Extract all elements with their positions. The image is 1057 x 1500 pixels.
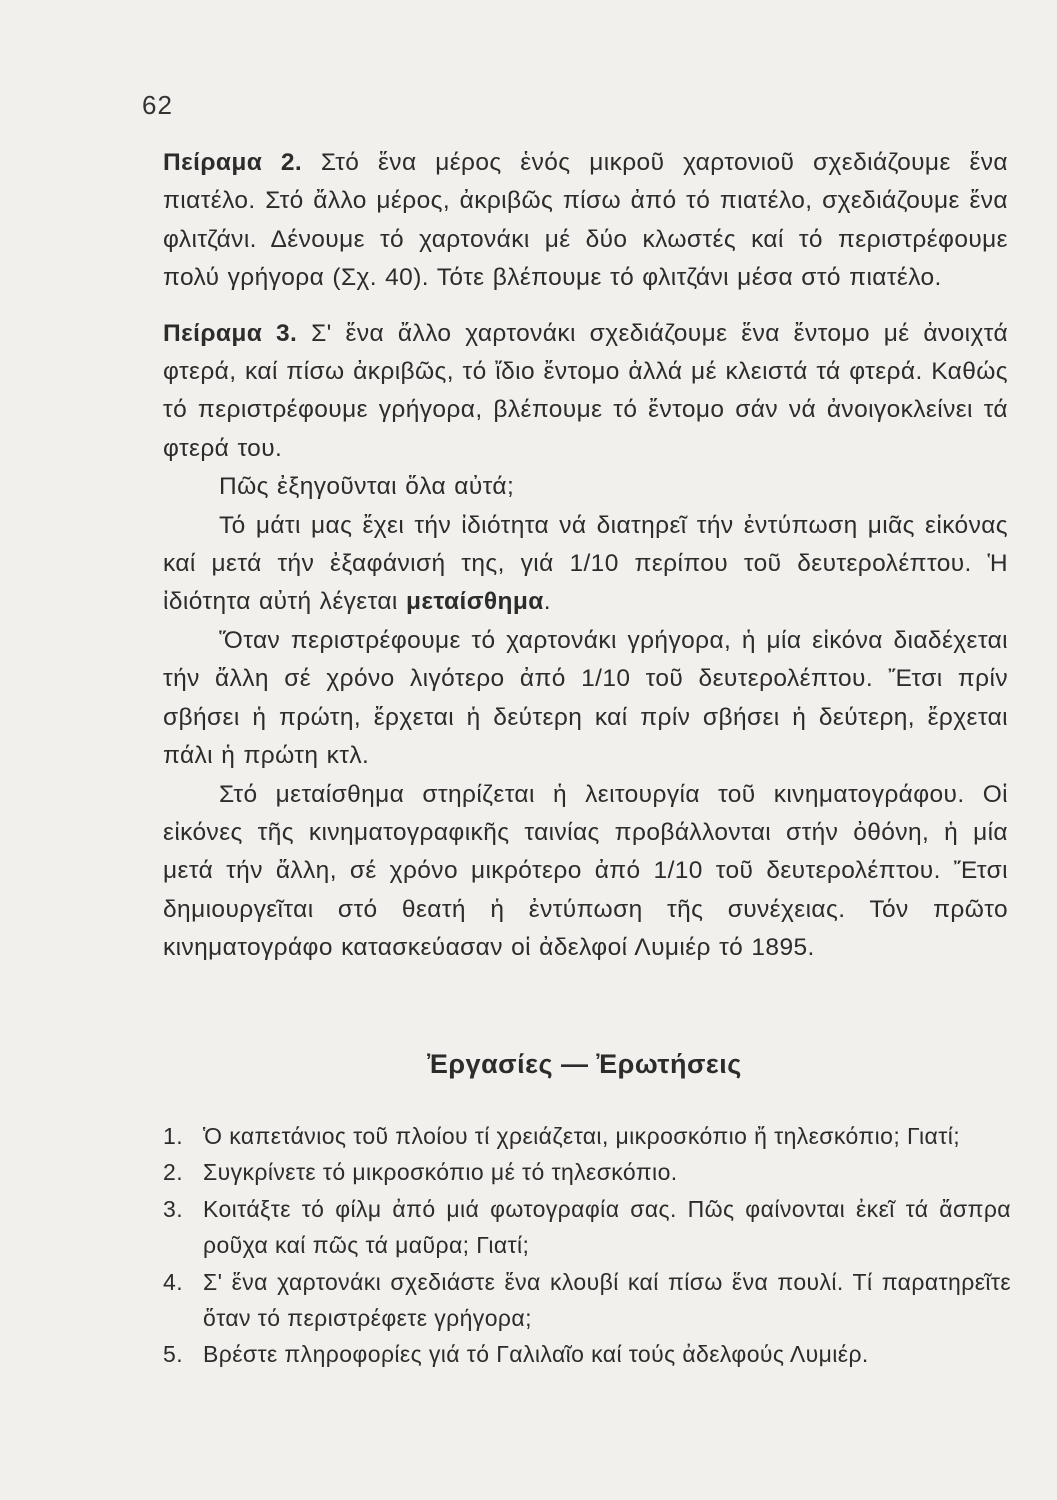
experiment-2-text: Στό ἕνα μέρος ἑνός μικροῦ χαρτονιοῦ σχεδιάζουμε ἕνα πιατέλο. Στό ἄλλο μέρος, ἀκριβῶς πίσω ἀπό τό πιατέλο, σχεδιάζουμε ἕνα φλιτζάνι. Δένουμε τό χαρτονάκι μέ δύο κλωστές καί τό περιστρέφουμε πολύ γρήγορα (Σχ. 40). Τότε βλέπουμε τό φλιτζάνι μέσα στό πιατέλο. [163, 149, 1008, 292]
persistence-paragraph [163, 507, 1008, 622]
persistence-term: μεταίσθημα [405, 588, 544, 616]
question-number: 1. [163, 1123, 183, 1149]
question-number: 5. [163, 1341, 183, 1368]
question-item [163, 1264, 1011, 1337]
question-item [163, 1336, 1011, 1372]
section-title: Ἐργασίες — Ἐρωτήσεις [427, 1049, 742, 1079]
experiment-2-paragraph [163, 144, 1008, 298]
question-text: Σ' ἕνα χαρτονάκι σχεδιάστε ἕνα κλουβί καί πίσω ἕνα πουλί. Τί παρατηρεῖτε ὅταν τό περιστρέφετε γρήγορα; [203, 1268, 1011, 1332]
questions-list [163, 1118, 1011, 1373]
question-item [163, 1191, 1011, 1264]
question-number: 4. [163, 1268, 183, 1295]
question-paragraph: Πῶς ἐξηγοῦνται ὅλα αὐτά; [219, 473, 515, 501]
experiment-3-paragraph [163, 315, 1008, 469]
persistence-text: Τό μάτι μας ἔχει τήν ἰδιότητα νά διατηρεῖ τήν ἐντύπωση μιᾶς εἰκόνας καί μετά τήν ἐξαφάνισή της, γιά 1/10 περίπου τοῦ δευτερολέπτου. Ἡ ἰδιότητα αὐτή λέγεται [163, 511, 1008, 616]
question-number: 3. [163, 1195, 183, 1222]
question-number: 2. [163, 1159, 183, 1186]
persistence-end: . [543, 588, 551, 616]
question-text: Βρέστε πληροφορίες γιά τό Γαλιλαῖο καί τούς ἀδελφούς Λυμιέρ. [203, 1341, 869, 1368]
rotation-paragraph: Ὅταν περιστρέφουμε τό χαρτονάκι γρήγορα, ἡ μία εἰκόνα διαδέχεται τήν ἄλλη σέ χρόνο λιγότερο ἀπό 1/10 τοῦ δευτερολέπτου. Ἔτσι πρίν σβήσει ἡ πρώτη, ἔρχεται ἡ δεύτερη καί πρίν σβήσει ἡ δεύτερη, ἔρχεται πάλι ἡ πρώτη κτλ. [163, 626, 1008, 770]
cinema-paragraph: Στό μεταίσθημα στηρίζεται ἡ λειτουργία τοῦ κινηματογράφου. Οἱ εἰκόνες τῆς κινηματογραφικῆς ταινίας προβάλλονται στήν ὀθόνη, ἡ μία μετά τήν ἄλλη, σέ χρόνο μικρότερο ἀπό 1/10 τοῦ δευτερολέπτου. Ἔτσι δημιουργεῖται στό θεατή ἡ ἐντύπωση τῆς συνέχειας. Τόν πρῶτο κινηματογράφο κατασκεύασαν οἱ ἀδελφοί Λυμιέρ τό 1895. [163, 780, 1008, 962]
page-number: 62 [142, 90, 173, 120]
experiment-2-label: Πείραμα 2. [163, 149, 303, 176]
experiment-3-text: Σ' ἕνα ἄλλο χαρτονάκι σχεδιάζουμε ἕνα ἔντομο μέ ἀνοιχτά φτερά, καί πίσω ἀκριβῶς, τό ἴδιο ἔντομο ἀλλά μέ κλειστά τά φτερά. Καθώς τό περιστρέφουμε γρήγορα, βλέπουμε τό ἔντομο σάν νά ἀνοιγοκλείνει τά φτερά του. [163, 319, 1009, 462]
question-text: Ὁ καπετάνιος τοῦ πλοίου τί χρειάζεται, μικροσκόπιο ἤ τηλεσκόπιο; Γιατί; [203, 1123, 961, 1149]
main-text [163, 144, 1008, 968]
question-text: Κοιτάξτε τό φίλμ ἀπό μιά φωτογραφία σας. Πῶς φαίνονται ἐκεῖ τά ἄσπρα ροῦχα καί πῶς τά μαῦρα; Γιατί; [203, 1195, 1011, 1259]
question-item [163, 1154, 1011, 1190]
experiment-3-label: Πείραμα 3. [163, 319, 298, 347]
question-item [163, 1118, 1011, 1154]
question-text: Συγκρίνετε τό μικροσκόπιο μέ τό τηλεσκόπιο. [203, 1159, 678, 1186]
